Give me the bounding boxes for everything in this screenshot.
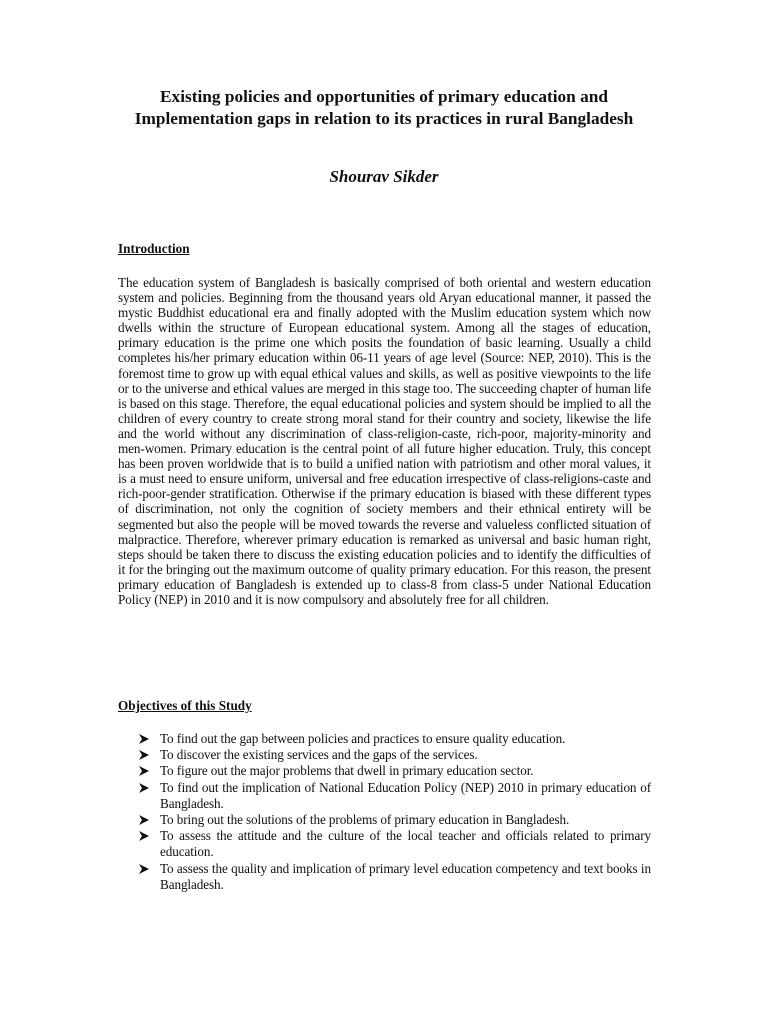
objective-text: To assess the quality and implication of primary level education competency and text books in Bangladesh. (160, 860, 651, 892)
arrow-bullet-icon (137, 780, 151, 796)
objective-text: To bring out the solutions of the problems of primary education in Bangladesh. (160, 812, 570, 828)
objectives-list (118, 731, 651, 893)
objective-item (118, 747, 651, 763)
author-name: Shourav Sikder (329, 167, 439, 186)
objective-item (118, 861, 651, 893)
introduction-paragraph: The education system of Bangladesh is basically comprised of both oriental and western education system and policies. Beginning from the thousand years old Aryan educational manner, it passed the mystic Buddhist educational era and finally adopted with the Muslim education system which now dwells within the structure of European educational system. Among all the stages of education, primary education is the prime one which posits the foundation of basic learning. Usually a child completes his/her primary education within 06-11 years of age level (Source: NEP, 2010). This is the foremost time to grow up with equal ethical values and skills, as well as positive viewpoints to the life or to the universe and ethical values are merged in this stage too. The succeeding chapter of human life is based on this stage. Therefore, the equal educational policies and system should be implied to all the children of every country to create strong moral stand for their country and society, likewise the life and the world without any discrimination of class-religion-caste, rich-poor, majority-minority and men-women. Primary education is the central point of all future higher education. Truly, this concept has been proven worldwide that is to build a unified nation with patriotism and other moral values, it is a must need to ensure uniform, universal and free education irrespective of class-religions-caste and rich-poor-gender stratification. Otherwise if the primary education is biased with these different types of discrimination, not only the cognition of society members and their ethnical entirety will be segmented but also the people will be moved towards the reverse and valueless conflicted situation of malpractice. Therefore, wherever primary education is remarked as universal and basic human right, steps should be taken there to discuss the existing education policies and to identify the difficulties of it for the bringing out the maximum outcome of quality primary education. For this reason, the present primary education of Bangladesh is extended up to class-8 from class-5 under National Education Policy (NEP) in 2010 and it is now compulsory and absolutely free for all children. (118, 275, 651, 607)
objective-text: To find out the implication of National Education Policy (NEP) 2010 in primary education of Bangladesh. (160, 779, 651, 811)
objective-text: To figure out the major problems that dwell in primary education sector. (160, 763, 534, 779)
objective-item (118, 812, 651, 828)
objectives-heading: Objectives of this Study (118, 698, 252, 713)
objective-text: To assess the attitude and the culture of the local teacher and officials related to primary education. (160, 828, 651, 860)
arrow-bullet-icon (137, 747, 151, 763)
arrow-bullet-icon (137, 861, 151, 877)
objective-text: To discover the existing services and the gaps of the services. (160, 747, 478, 763)
arrow-bullet-icon (137, 828, 151, 844)
introduction-heading: Introduction (118, 241, 190, 256)
objective-text: To find out the gap between policies and practices to ensure quality education. (160, 731, 566, 746)
objective-item (118, 780, 651, 812)
objective-item (118, 828, 651, 860)
document-title: Existing policies and opportunities of primary education and Implementation gaps in relation to its practices in rural Bangladesh (134, 87, 634, 128)
arrow-bullet-icon (137, 763, 151, 779)
arrow-bullet-icon (137, 731, 151, 747)
arrow-bullet-icon (137, 812, 151, 828)
objective-item (118, 731, 651, 747)
objective-item (118, 763, 651, 779)
